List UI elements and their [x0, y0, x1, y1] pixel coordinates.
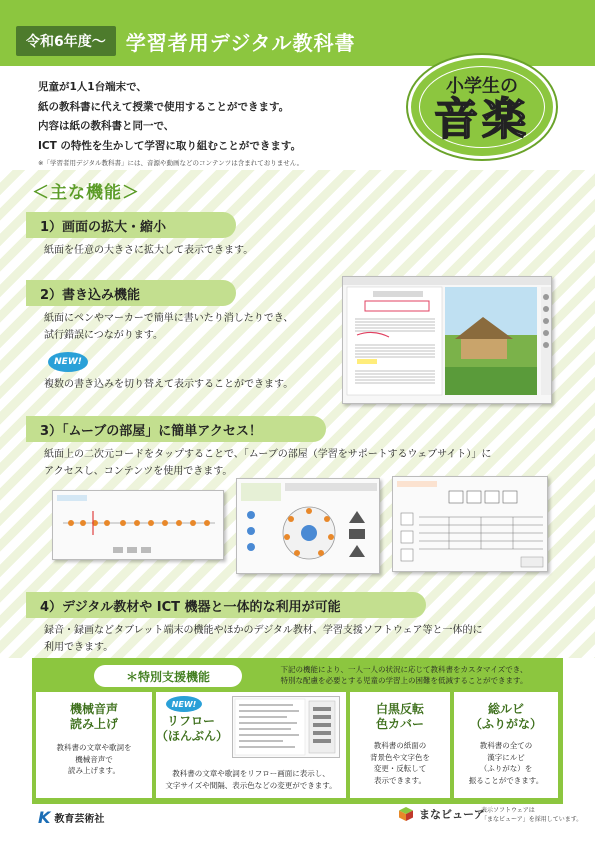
instrument-app-illustration	[237, 479, 380, 574]
card-text-line: 教科書の文章や歌詞を	[56, 743, 132, 752]
card-text-line: 教科書の文章や歌詞をリフロー画面に表示し、	[172, 769, 330, 778]
card-title-line: 機械音声	[69, 702, 118, 716]
badge-subtitle: 小学生の	[446, 76, 518, 97]
feature-1-title: 1）画面の拡大・縮小	[26, 212, 236, 238]
page-title: 学習者用デジタル教科書	[125, 30, 356, 55]
viewer-note-line: 表示ソフトウェアは	[481, 807, 535, 814]
publisher-name: 教育芸術社	[54, 814, 105, 825]
rhythm-app-screenshot	[52, 490, 224, 560]
card-title	[350, 702, 450, 732]
card-title	[454, 702, 558, 732]
feature-4-line: 利用できます。	[44, 642, 114, 653]
card-title-line: 読み上げ	[69, 717, 118, 731]
card-text-line: （ふりがな）を	[479, 764, 533, 773]
card-reflow	[156, 692, 346, 798]
feature-4-line: 録音・録画などタブレット端末の機能やほかのデジタル教材、学習支援ソフトウェア等と一体的に	[44, 625, 483, 636]
card-title-line: 総ルビ	[487, 702, 524, 716]
card-title	[36, 702, 152, 732]
header-banner	[0, 0, 595, 66]
intro-note: ※「学習者用デジタル教科書」には、音源や動画などのコンテンツは含まれておりません。	[38, 159, 304, 167]
subject-badge	[408, 55, 556, 159]
textbook-viewer-illustration	[343, 277, 552, 404]
card-title-line: リフロー	[166, 714, 215, 728]
card-text-line: 漢字にルビ	[487, 752, 525, 762]
reflow-illustration	[233, 697, 339, 757]
year-label: 令和6年度〜	[16, 26, 116, 56]
reflow-screenshot	[232, 696, 340, 758]
card-title-line: 色カバー	[375, 717, 424, 731]
feature-2-text	[44, 310, 293, 344]
card-text	[350, 740, 450, 786]
feature-4-text	[44, 622, 483, 656]
viewer-note	[481, 806, 582, 824]
feature-3-title: 3）「ムーブの部屋」に簡単アクセス！	[26, 416, 326, 442]
card-title	[156, 714, 229, 744]
rhythm-app-illustration	[53, 491, 224, 560]
card-text-line: 振ることができます。	[468, 775, 544, 785]
feature-3-line: アクセスし、コンテンツを使用できます。	[44, 466, 233, 477]
feature-1-text: 紙面を任意の大きさに拡大して表示できます。	[44, 245, 254, 256]
card-text-line: 背景色や文字色を	[370, 752, 430, 762]
viewer-name: まなビューア	[419, 808, 485, 821]
card-text-line: 変更・反転して	[373, 764, 427, 773]
feature-2-line: 試行錯誤につながります。	[44, 330, 163, 341]
card-text-line: 読み上げます。	[68, 766, 120, 775]
intro-block	[38, 78, 378, 168]
intro-line: 紙の教科書に代えて授業で使用することができます。	[38, 100, 290, 113]
viewer-note-line: 「まなビューア」を採用しています。	[481, 816, 583, 823]
publisher-mark: K	[38, 808, 51, 827]
feature-2-line: 紙面にペンやマーカーで簡単に書いたり消したりでき、	[44, 313, 294, 324]
instrument-app-screenshot	[236, 478, 380, 574]
special-support-panel	[32, 658, 563, 804]
card-text-line: 機械音声で	[75, 754, 113, 764]
card-title-line: 白黒反転	[375, 702, 424, 716]
card-text	[454, 740, 558, 786]
support-desc-line: 下記の機能により、一人一人の状況に応じて教科書をカスタマイズでき、	[280, 665, 528, 674]
feature-2-title: 2）書き込み機能	[26, 280, 236, 306]
new-badge: NEW!	[48, 352, 88, 372]
features-heading: ＜主な機能＞	[32, 183, 140, 203]
score-app-illustration	[393, 477, 548, 572]
textbook-viewer-screenshot	[342, 276, 552, 404]
card-title-line: （ふりがな）	[469, 717, 542, 731]
badge-title: 音楽	[434, 94, 530, 145]
score-app-screenshot	[392, 476, 548, 572]
new-badge: NEW!	[166, 696, 202, 712]
support-desc-line: 特別な配慮を必要とする児童の学習上の困難を低減することができます。	[280, 676, 528, 685]
feature-3-line: 紙面上の二次元コードをタップすることで、「ムーブの部屋（学習をサポートするウェブサイト）」に	[44, 449, 492, 460]
feature-2-new-text: 複数の書き込みを切り替えて表示することができます。	[44, 379, 294, 390]
header-inner	[16, 26, 356, 56]
card-text	[156, 768, 346, 791]
intro-line: ICT の特性を生かして学習に取り組むことができます。	[38, 139, 302, 152]
card-text-line: 文字サイズや間隔、表示色などの変更ができます。	[165, 780, 337, 790]
card-text-line: 教科書の全ての	[479, 741, 533, 750]
feature-4-title: 4）デジタル教材や ICT 機器と一体的な利用が可能	[26, 592, 426, 618]
card-title-line: （ほんぶん）	[156, 729, 229, 743]
feature-3-text	[44, 446, 491, 480]
special-support-description	[254, 664, 554, 686]
publisher-logo	[38, 808, 104, 827]
special-support-title: ＊特別支援機能	[94, 665, 242, 687]
card-ruby	[454, 692, 558, 798]
viewer-logo	[398, 806, 484, 822]
card-tts	[36, 692, 152, 798]
intro-line: 児童が1人1台端末で、	[38, 81, 147, 93]
card-text-line: 表示できます。	[374, 775, 426, 785]
card-text-line: 教科書の紙面の	[373, 741, 427, 750]
intro-line: 内容は紙の教科書と同一で、	[38, 120, 175, 132]
card-text	[36, 742, 152, 777]
viewer-cube-icon	[398, 806, 414, 822]
card-color-cover	[350, 692, 450, 798]
